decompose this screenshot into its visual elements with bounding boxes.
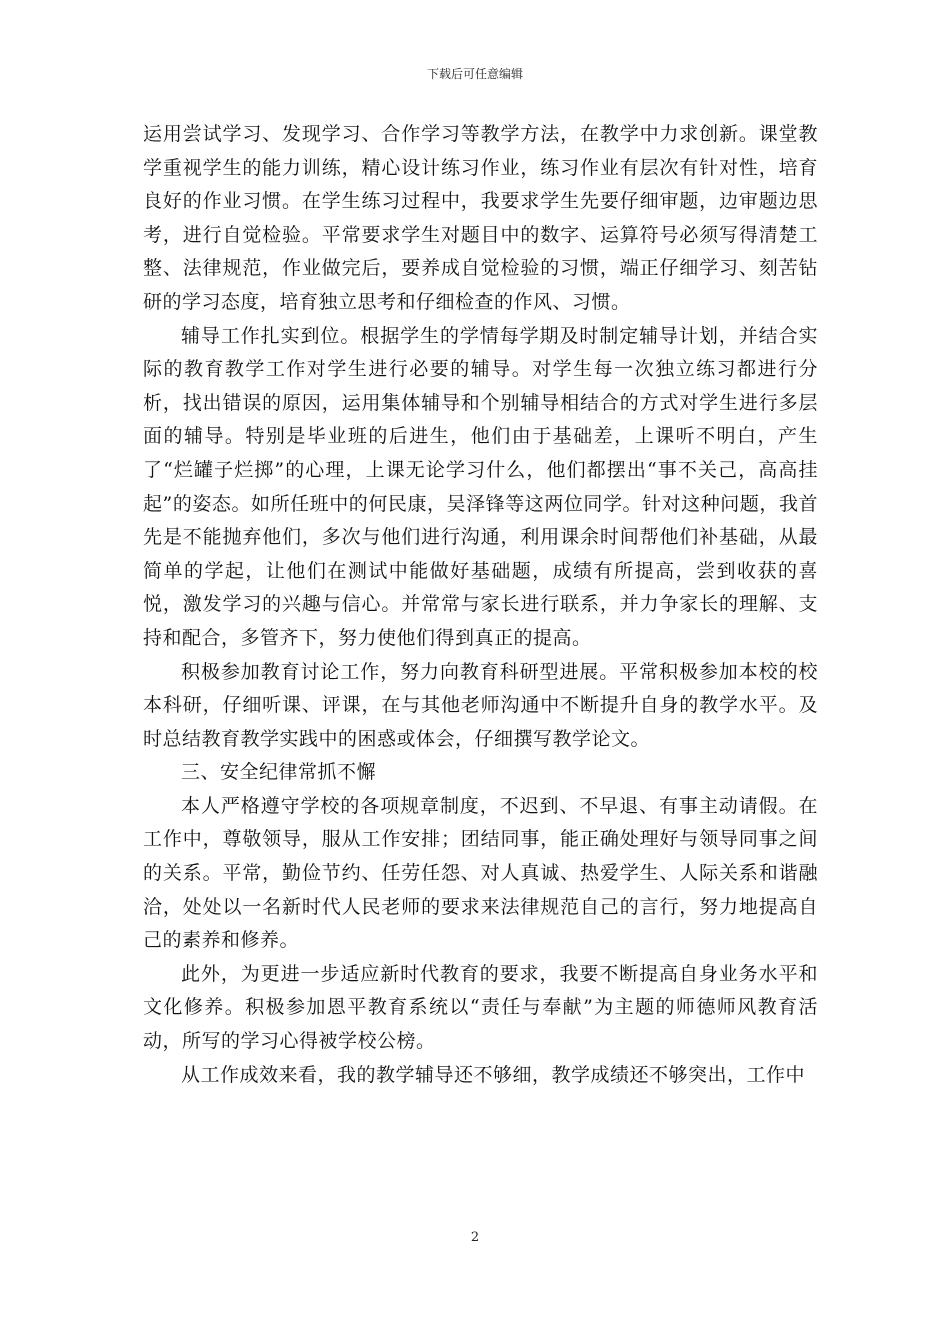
paragraph-education-research: 积极参加教育讨论工作，努力向教育科研型进展。平常积极参加本校的校本科研，仔细听课、评课，在与其他老师沟通中不断提升自身的教学水平。及时总结教育教学实践中的困惑或体会，仔细撰写教学论文。 (143, 660, 818, 750)
section-heading-safety-discipline: 三、安全纪律常抓不懈 (181, 761, 377, 784)
document-body (143, 118, 818, 1092)
page-number: 2 (470, 1230, 480, 1245)
page-header: 下载后可任意编辑 (426, 67, 523, 81)
paragraph-self-improvement: 此外，为更进一步适应新时代教育的要求，我要不断提高自身业务水平和文化修养。积极参加恩平教育系统以“责任与奉献”为主题的师德师风教育活动，所写的学习心得被学校公榜。 (143, 962, 818, 1053)
paragraph-school-rules: 本人严格遵守学校的各项规章制度，不迟到、不早退、有事主动请假。在工作中，尊敬领导，服从工作安排；团结同事，能正确处理好与领导同事之间的关系。平常，勤俭节约、任劳任怨、对人真诚、热爱学生、人际关系和谐融洽，处处以一名新时代人民老师的要求来法律规范自己的言行，努力地提高自己的素养和修养。 (143, 794, 818, 952)
paragraph-teaching-methods: 运用尝试学习、发现学习、合作学习等教学方法，在教学中力求创新。课堂教学重视学生的能力训练，精心设计练习作业，练习作业有层次有针对性，培育良好的作业习惯。在学生练习过程中，我要求学生先要仔细审题，边审题边思考，进行自觉检验。平常要求学生对题目中的数字、运算符号必须写得清楚工整、法律规范，作业做完后，要养成自觉检验的习惯，端正仔细学习、刻苦钻研的学习态度，培育独立思考和仔细检查的作风、习惯。 (143, 123, 818, 313)
paragraph-work-results: 从工作成效来看，我的教学辅导还不够细，教学成绩还不够突出，工作中 (181, 1063, 806, 1086)
paragraph-tutoring-work: 辅导工作扎实到位。根据学生的学情每学期及时制定辅导计划，并结合实际的教育教学工作对学生进行必要的辅导。对学生每一次独立练习都进行分析，找出错误的原因，运用集体辅导和个别辅导相结合的方式对学生进行多层面的辅导。特别是毕业班的后进生，他们由于基础差，上课听不明白，产生了“烂罐子烂掷”的心理，上课无论学习什么，他们都摆出“事不关己，高高挂起”的姿态。如所任班中的何民康，吴泽锋等这两位同学。针对这种问题，我首先是不能抛弃他们，多次与他们进行沟通，利用课余时间帮他们补基础，从最简单的学起，让他们在测试中能做好基础题，成绩有所提高，尝到收获的喜悦，激发学习的兴趣与信心。并常常与家长进行联系，并力争家长的理解、支持和配合，多管齐下，努力使他们得到真正的提高。 (143, 324, 818, 649)
